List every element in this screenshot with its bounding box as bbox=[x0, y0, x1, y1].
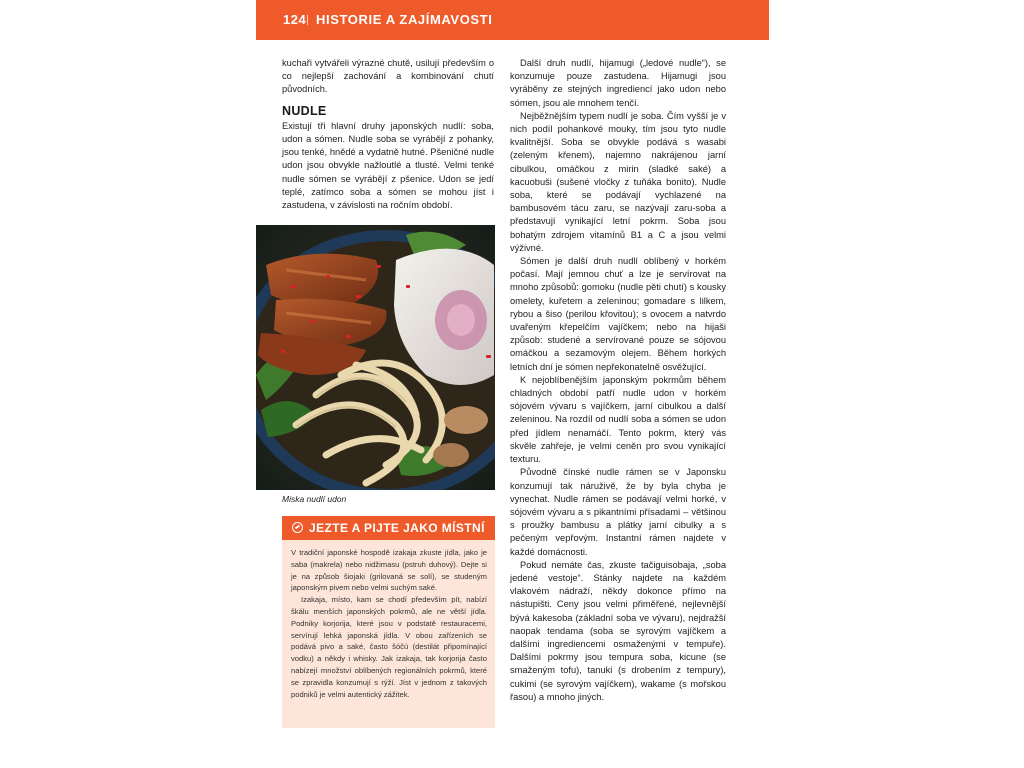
header-divider bbox=[307, 15, 308, 25]
chapter-title: HISTORIE A ZAJÍMAVOSTI bbox=[316, 12, 493, 27]
section-heading: NUDLE bbox=[282, 103, 327, 118]
tip-box-title: JEZTE A PIJTE JAKO MÍSTNÍ bbox=[309, 521, 485, 535]
paragraph: Nejběžnějším typem nudlí je soba. Čím vyšší je v nich podíl pohankové mouky, tím jsou tyto nudle kvalitnější. Soba se obvykle podává s wasabi (zeleným křenem), najemno nakrájenou jarní cibulkou, omáčkou z mirin (sladké saké) a kacuobuši (sušené vločky z tuňáka bonito). Nudle soba, které se podávají vychlazené na bambusovém tácu zaru, se nazývají zaru-soba a představují vynikající letní pokrm. Soba jsou bohatým zdrojem vitamínů B1 a C a jsou velmi výživné. bbox=[510, 110, 726, 253]
photo-caption: Miska nudlí udon bbox=[282, 494, 347, 504]
left-column bbox=[282, 57, 494, 212]
paragraph: Další druh nudlí, hijamugi („ledové nudle“), se konzumuje pouze zastudena. Hijamugi jsou vyráběny ze stejných ingrediencí jako udon nebo sómen, jsou ale mnohem tenčí. bbox=[510, 58, 726, 108]
paragraph: Původně čínské nudle rámen se v Japonsku konzumují tak náruživě, že by byla chyba je vynechat. Nudle rámen se podávají velmi horké, v sójovém vývaru a s pikantními přísadami – většinou s proužky bambusu a plátky jarní cibulky a s pečeným vepřovým. Instantní rámen najdete v každé domácnosti. bbox=[510, 467, 726, 557]
paragraph: K nejoblíbenějším japonským pokrmům během chladných období patří nudle udon v horkém sójovém vývaru s vajíčkem, jarní cibulkou a další zeleninou. Na rozdíl od nudlí soba a sómen se udon před jídlem nenamáčí. Tento pokrm, který vás skvěle zahřeje, je velmi ceněn pro svou vynikající texturu. bbox=[510, 374, 726, 465]
paragraph: Sómen je další druh nudlí oblíbený v horkém počasí. Mají jemnou chuť a lze je servírovat na mnoho způsobů: gomoku (nudle pěti chutí) s kousky omelety, kuřetem a zeleninou; gomadare s lilkem, rybou a šiso (perilou křovitou); s ovocem a natvrdo uvařeným křepelčím vajíčkem; nebo na hijaši způsob: studené a servírované pouze se sójovou omáčkou a sezamovým olejem. Během horkých letních dní je sómen nepřekonatelně osvěžující. bbox=[510, 256, 726, 372]
tip-box-header bbox=[282, 516, 495, 540]
right-column bbox=[510, 57, 726, 704]
paragraph: V tradiční japonské hospodě izakaja zkuste jídla, jako je saba (makrela) nebo nidžimasu (pstruh duhový). Dejte si je na způsob šiojaki (grilovaná se solí), se studeným japonským pivem nebo velmi suchým saké. bbox=[291, 548, 487, 593]
udon-noodle-bowl-photo bbox=[256, 225, 495, 490]
fork-knife-icon bbox=[292, 522, 303, 533]
paragraph: Pokud nemáte čas, zkuste tačiguisobaja, „soba jedené vestoje“. Stánky najdete na každém vlakovém nádraží, někdy dokonce přímo na nástupišti. Ceny jsou velmi přiměřené, nejlevnější bývá kakesoba (základní soba ve vývaru), nejdražší naopak tendama (soba se syrovým vajíčkem a dalšími ingrediencemi osmaženými v tempuře). Dalšími pokrmy jsou tempura soba, kicune (se smaženým tofu), tanuki (s drobením z tempury), cukimi (se syrovým vajíčkem), wakame (s mořskou řasou) a mnoho jiných. bbox=[510, 559, 726, 702]
tip-box-body bbox=[291, 547, 487, 700]
tip-box bbox=[282, 516, 495, 728]
page-header bbox=[256, 0, 769, 40]
paragraph: kuchaři vytvářeli výrazné chutě, usilují především o co nejlepší zachování a kombinování chutí původních. bbox=[282, 58, 494, 95]
book-page bbox=[256, 0, 769, 768]
paragraph: Existují tři hlavní druhy japonských nudlí: soba, udon a sómen. Nudle soba se vyrábějí z pohanky, jsou tenké, hnědé a vydatně hutné. Pšeničné nudle udon jsou obvykle nažloutlé a tlusté. Velmi tenké nudle sómen se vyrábějí z pšenice. Udon se jedí teplé, zatímco soba a sómen se mohou jíst i zastudena, v závislosti na ročním období. bbox=[282, 120, 494, 211]
paragraph: Izakaja, místo, kam se chodí především pít, nabízí škálu menších japonských pokrmů, ale ne větší jídla. Podniky korjorija, které jsou v podstatě restauracemi, servírují lehká japonská jídla. V obou zařízeních se podává pivo a saké, často šóčú (destilát připomínající vodku) a někdy i whisky. Jak izakaja, tak korjorija často nabízejí množství oblíbených regionálních pokrmů, které se zpravidla konzumují s rýží. Jíst v jednom z takových podniků je velmi autentický zážitek. bbox=[291, 595, 487, 699]
page-number: 124 bbox=[283, 12, 307, 27]
